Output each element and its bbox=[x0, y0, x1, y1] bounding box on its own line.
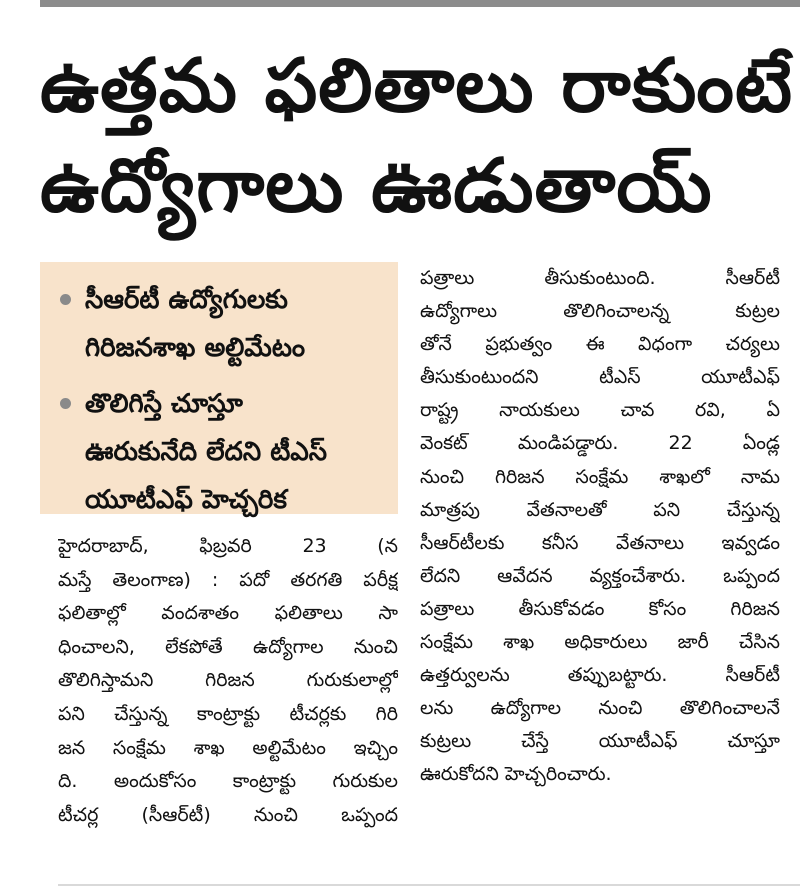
highlight-item-1-line-2: గిరిజనశాఖ అల్టిమేటం bbox=[85, 333, 306, 363]
right-line: ఉత్తర్వులను తప్పుబట్టారు. సీఆర్‌టీ bbox=[420, 664, 780, 687]
bottom-rule bbox=[58, 884, 800, 886]
top-rule bbox=[40, 0, 800, 7]
highlight-box bbox=[40, 262, 398, 514]
highlight-item-1 bbox=[40, 276, 398, 372]
right-line: పత్రాలు తీసుకుంటుంది. సీఆర్‌టీ bbox=[420, 267, 780, 289]
right-line: సీఆర్‌టీలకు కనీస వేతనాలు ఇవ్వడం bbox=[420, 531, 780, 554]
headline-line-1: ఉత్తమ ఫలితాలు రాకుంటే bbox=[40, 43, 793, 129]
headline bbox=[40, 36, 800, 236]
bullet-dot-icon bbox=[60, 398, 71, 409]
right-line: మాత్రపు వేతనాలతో పని చేస్తున్న bbox=[420, 498, 780, 521]
left-line: మస్తే తెలంగాణ) : పదో తరగతి పరీక్ష bbox=[58, 568, 398, 591]
right-line: కుట్రలు చేస్తే యూటీఎఫ్ చూస్తూ bbox=[420, 730, 780, 753]
right-line: లేదని ఆవేదన వ్యక్తంచేశారు. ఒప్పంద bbox=[420, 564, 780, 587]
left-line: ది. అందుకోసం కాంట్రాక్టు గురుకుల bbox=[58, 770, 398, 793]
highlight-item-2 bbox=[40, 380, 398, 524]
right-line: వెంకట్ మండిపడ్డారు. 22 ఏండ్ల bbox=[420, 432, 780, 455]
right-line: ఉద్యోగాలు తొలిగించాలన్న కుట్రల bbox=[420, 300, 780, 323]
right-line: లను ఉద్యోగాల నుంచి తొలిగించాలనే bbox=[420, 697, 780, 720]
right-line: నుంచి గిరిజన సంక్షేమ శాఖలో నామ bbox=[420, 465, 780, 488]
left-line: ఫలితాల్లో వందశాతం ఫలితాలు సా bbox=[58, 602, 398, 625]
left-line: హైదరాబాద్, ఫిబ్రవరి 23 (న bbox=[58, 535, 398, 557]
left-line: టీచర్ల (సీఆర్‌టీ) నుంచి ఒప్పంద bbox=[58, 803, 398, 826]
right-line: పత్రాలు తీసుకోవడం కోసం గిరిజన bbox=[420, 597, 780, 620]
highlight-item-1-line-1: సీఆర్‌టీ ఉద్యోగులకు bbox=[85, 285, 288, 315]
headline-line-2: ఉద్యోగాలు ఊడుతాయ్ bbox=[40, 143, 713, 229]
right-line: ఊరుకోదని హెచ్చరించారు. bbox=[420, 763, 612, 786]
right-line: రాష్ట్ర నాయకులు చావ రవి, ఏ bbox=[420, 399, 780, 422]
bullet-dot-icon bbox=[60, 294, 71, 305]
left-line: ధించాలని, లేకపోతే ఉద్యోగాల నుంచి bbox=[58, 635, 398, 658]
right-line: తోనే ప్రభుత్వం ఈ విధంగా చర్యలు bbox=[420, 333, 780, 356]
left-line: తొలిగిస్తామని గిరిజన గురుకులాల్లో bbox=[58, 669, 398, 692]
right-line: తీసుకుంటుందని టీఎస్ యూటీఎఫ్ bbox=[420, 366, 780, 389]
highlight-item-2-line-2: ఊరుకునేది లేదని టీఎస్ bbox=[85, 437, 328, 467]
highlight-item-2-line-1: తొలిగిస్తే చూస్తూ bbox=[85, 389, 243, 419]
left-column bbox=[58, 530, 398, 832]
left-line: పని చేస్తున్న కాంట్రాక్టు టీచర్లకు గిరి bbox=[58, 702, 398, 725]
right-column bbox=[420, 262, 780, 792]
highlight-item-2-line-3: యూటీఎఫ్ హెచ్చరిక bbox=[85, 485, 287, 515]
right-line: సంక్షేమ శాఖ అధికారులు జారీ చేసిన bbox=[420, 631, 780, 654]
left-line: జన సంక్షేమ శాఖ అల్టిమేటం ఇచ్చిం bbox=[58, 736, 398, 759]
